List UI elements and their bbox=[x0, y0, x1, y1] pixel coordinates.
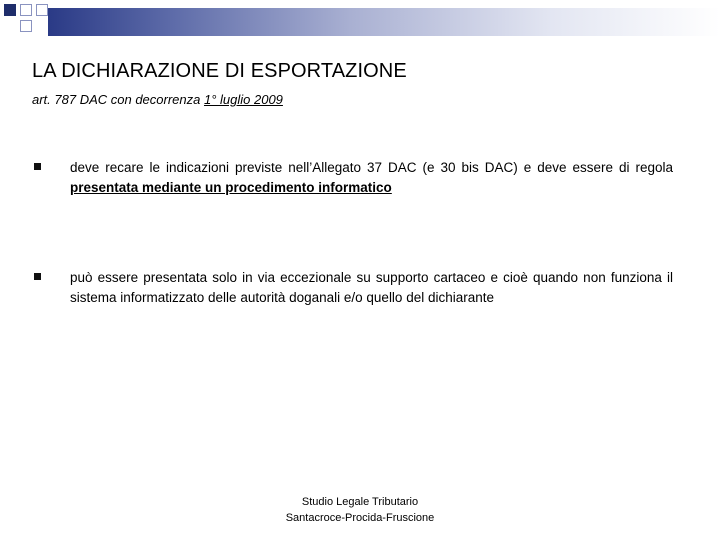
bullet-1-text: deve recare le indicazioni previste nell’Allegato 37 DAC (e 30 bis DAC) e deve essere di regola bbox=[70, 160, 673, 175]
bullet-text-2: può essere presentata solo in via eccezionale su supporto cartaceo e cioè quando non funziona il sistema informatizzato delle autorità doganali e/o quello del dichiarante bbox=[70, 270, 673, 305]
bullet-square-icon bbox=[34, 163, 41, 170]
bullet-square-icon bbox=[34, 273, 41, 280]
slide-title: LA DICHIARAZIONE DI ESPORTAZIONE bbox=[32, 60, 407, 82]
decor-square-2 bbox=[20, 4, 32, 16]
subtitle-prefix: art. 787 DAC con decorrenza bbox=[32, 92, 204, 107]
footer-line-1: Studio Legale Tributario bbox=[301, 496, 419, 508]
subtitle-date: 1° luglio 2009 bbox=[203, 92, 283, 107]
slide-subtitle bbox=[32, 92, 283, 107]
decor-square-1 bbox=[4, 4, 16, 16]
decor-square-4 bbox=[20, 20, 32, 32]
decor-square-3 bbox=[36, 4, 48, 16]
bullet-text-1 bbox=[70, 158, 673, 198]
header-band bbox=[48, 8, 720, 36]
footer bbox=[230, 494, 490, 526]
footer-line-2: Santacroce-Procida-Fruscione bbox=[285, 512, 435, 524]
bullet-1-emphasis: presentata mediante un procedimento informatico bbox=[70, 180, 392, 195]
